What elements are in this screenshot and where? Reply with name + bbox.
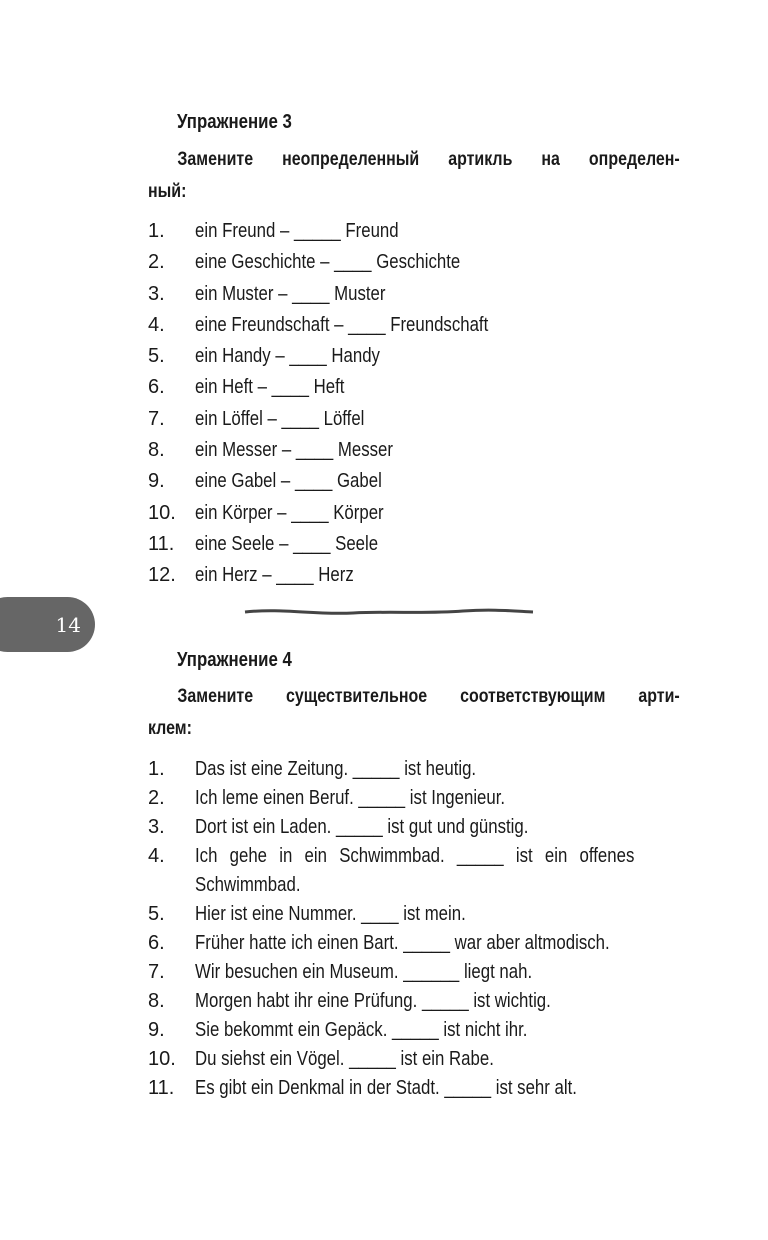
item-number: 9. — [148, 470, 165, 493]
item-number: 3. — [148, 816, 165, 838]
exercise-3-title-text: Упражнение 3 — [177, 111, 292, 133]
item-number: 9. — [148, 1019, 165, 1041]
list-item — [148, 435, 680, 466]
list-item — [148, 279, 680, 310]
item-text: ein Freund – _____ Freund — [195, 220, 399, 242]
item-text: ein Herz – ____ Herz — [195, 564, 354, 587]
list-item — [148, 842, 680, 900]
wavy-divider — [243, 605, 535, 621]
list-item — [148, 1045, 680, 1074]
item-text: Das ist eine Zeitung. _____ ist heutig. — [195, 758, 477, 780]
item-number: 4. — [148, 845, 165, 867]
task-line: ный: — [148, 181, 187, 202]
item-text: Sie bekommt ein Gepäck. _____ ist nicht ihr. — [195, 1019, 528, 1041]
task-row — [148, 144, 680, 176]
item-number: 8. — [148, 990, 165, 1012]
item-number: 2. — [148, 251, 165, 274]
item-text: eine Seele – ____ Seele — [195, 532, 379, 555]
item-number: 6. — [148, 932, 165, 954]
item-number: 7. — [148, 407, 165, 430]
list-item — [148, 929, 680, 958]
list-item — [148, 1074, 680, 1103]
item-text: Morgen habt ihr eine Prüfung. _____ ist wichtig. — [195, 990, 551, 1012]
exercise-4-title-text: Упражнение 4 — [177, 649, 292, 671]
item-number: 7. — [148, 961, 165, 983]
exercise-4-list — [148, 755, 680, 1103]
list-item — [148, 498, 680, 529]
list-item — [148, 987, 680, 1016]
item-number: 10. — [148, 501, 176, 524]
item-text: Es gibt ein Denkmal in der Stadt. _____ ist sehr alt. — [195, 1077, 577, 1099]
item-text: eine Gabel – ____ Gabel — [195, 470, 382, 493]
item-text: eine Geschichte – ____ Geschichte — [195, 251, 461, 274]
item-number: 5. — [148, 903, 165, 925]
list-item — [148, 784, 680, 813]
item-number: 5. — [148, 345, 165, 368]
list-item — [148, 247, 680, 278]
list-item — [148, 900, 680, 929]
item-text: ein Löffel – ____ Löffel — [195, 407, 365, 430]
item-text: Ich leme einen Beruf. _____ ist Ingenieur. — [195, 787, 506, 809]
task-line: Замените неопределенный артикль на определен- — [177, 149, 680, 170]
list-item — [148, 372, 680, 403]
task-row — [148, 681, 680, 713]
list-item — [148, 1016, 680, 1045]
list-item — [148, 216, 680, 247]
exercise-3-task — [148, 144, 680, 208]
item-number: 4. — [148, 313, 165, 336]
task-line: Замените существительное соответствующим арти- — [177, 686, 680, 707]
list-item — [148, 958, 680, 987]
item-text: ein Körper – ____ Körper — [195, 501, 384, 524]
list-item — [148, 466, 680, 497]
exercise-4-title — [177, 649, 314, 672]
exercise-3-list — [148, 216, 680, 592]
item-text: ein Heft – ____ Heft — [195, 376, 345, 399]
item-number: 8. — [148, 439, 165, 462]
item-text: Wir besuchen ein Museum. ______ liegt nah. — [195, 961, 533, 983]
item-number: 2. — [148, 787, 165, 809]
task-line: клем: — [148, 718, 192, 739]
task-row — [148, 176, 680, 208]
list-item — [148, 529, 680, 560]
item-number: 10. — [148, 1048, 176, 1070]
item-text: Ich gehe in ein Schwimmbad. _____ ist ein offenes — [195, 845, 635, 867]
item-text-continued: Schwimmbad. — [195, 874, 301, 896]
item-text: ein Muster – ____ Muster — [195, 282, 386, 305]
item-number: 12. — [148, 564, 176, 587]
list-item — [148, 755, 680, 784]
item-number: 3. — [148, 282, 165, 305]
item-number: 1. — [148, 758, 165, 780]
item-text: Früher hatte ich einen Bart. _____ war aber altmodisch. — [195, 932, 610, 954]
item-text: Dort ist ein Laden. _____ ist gut und günstig. — [195, 816, 529, 838]
list-item — [148, 341, 680, 372]
list-item — [148, 404, 680, 435]
item-text: eine Freundschaft – ____ Freundschaft — [195, 313, 489, 336]
exercise-3-title — [177, 111, 314, 134]
item-number: 11. — [148, 532, 175, 555]
item-number: 6. — [148, 376, 165, 399]
item-number: 1. — [148, 220, 165, 242]
item-text: Hier ist eine Nummer. ____ ist mein. — [195, 903, 466, 925]
list-item — [148, 813, 680, 842]
item-text: Du siehst ein Vögel. _____ ist ein Rabe. — [195, 1048, 494, 1070]
task-row — [148, 713, 680, 745]
item-number: 11. — [148, 1077, 175, 1099]
item-text: ein Messer – ____ Messer — [195, 439, 393, 462]
page-number: 14 — [55, 612, 81, 637]
page-number-badge — [0, 597, 95, 652]
exercise-4-task — [148, 681, 680, 745]
list-item — [148, 310, 680, 341]
item-text: ein Handy – ____ Handy — [195, 345, 380, 368]
list-item — [148, 560, 680, 591]
